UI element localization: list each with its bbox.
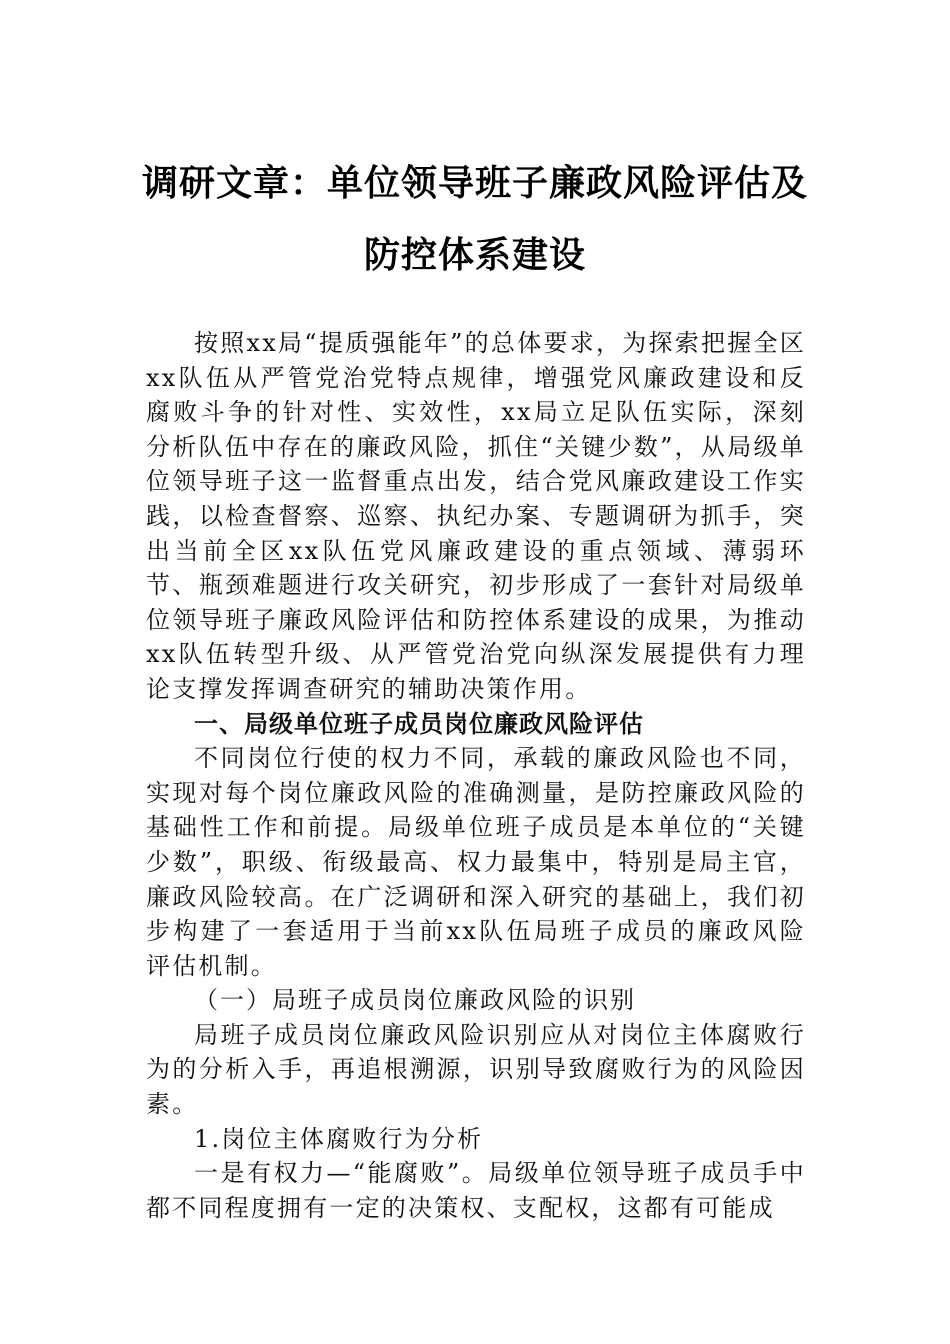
subsection-heading-1: （一）局班子成员岗位廉政风险的识别: [194, 986, 636, 1015]
section-heading-1: 一、局级单位班子成员岗位廉政风险评估: [194, 709, 644, 738]
document-title: [140, 148, 810, 292]
title-line-2: 防控体系建设: [363, 235, 586, 276]
intro-paragraph: 按照xx局“提质强能年”的总体要求，为探索把握全区xx队伍从严管党治党特点规律，增强党风廉政建设和反腐败斗争的针对性、实效性，xx局立足队伍实际，深刻分析队伍中存在的廉政风险，抓住“关键少数”，从局级单位领导班子这一监督重点出发，结合党风廉政建设工作实践，以检查督察、巡察、执纪办案、专题调研为抓手，突出当前全区xx队伍党风廉政建设的重点领域、薄弱环节、瓶颈难题进行攻关研究，初步形成了一套针对局级单位领导班子廉政风险评估和防控体系建设的成果，为推动xx队伍转型升级、从严管党治党向纵深发展提供有力理论支撑发挥调查研究的辅助决策作用。: [146, 329, 806, 703]
section-1-paragraph: 不同岗位行使的权力不同，承载的廉政风险也不同，实现对每个岗位廉政风险的准确测量，是防控廉政风险的基础性工作和前提。局级单位班子成员是本单位的“关键少数”，职级、衔级最高、权力最集中，特别是局主官，廉政风险较高。在广泛调研和深入研究的基础上，我们初步构建了一套适用于当前xx队伍局班子成员的廉政风险评估机制。: [146, 744, 806, 980]
item-1-paragraph: 一是有权力—“能腐败”。局级单位领导班子成员手中都不同程度拥有一定的决策权、支配权，这都有可能成: [146, 1159, 806, 1222]
document-body: [146, 326, 806, 1225]
subsection-1-paragraph: 局班子成员岗位廉政风险识别应从对岗位主体腐败行为的分析入手，再追根溯源，识别导致腐败行为的风险因素。: [146, 1020, 806, 1119]
item-heading-1: 1.岗位主体腐败行为分析: [194, 1124, 484, 1153]
title-line-1: 调研文章：单位领导班子廉政风险评估及: [141, 163, 808, 204]
